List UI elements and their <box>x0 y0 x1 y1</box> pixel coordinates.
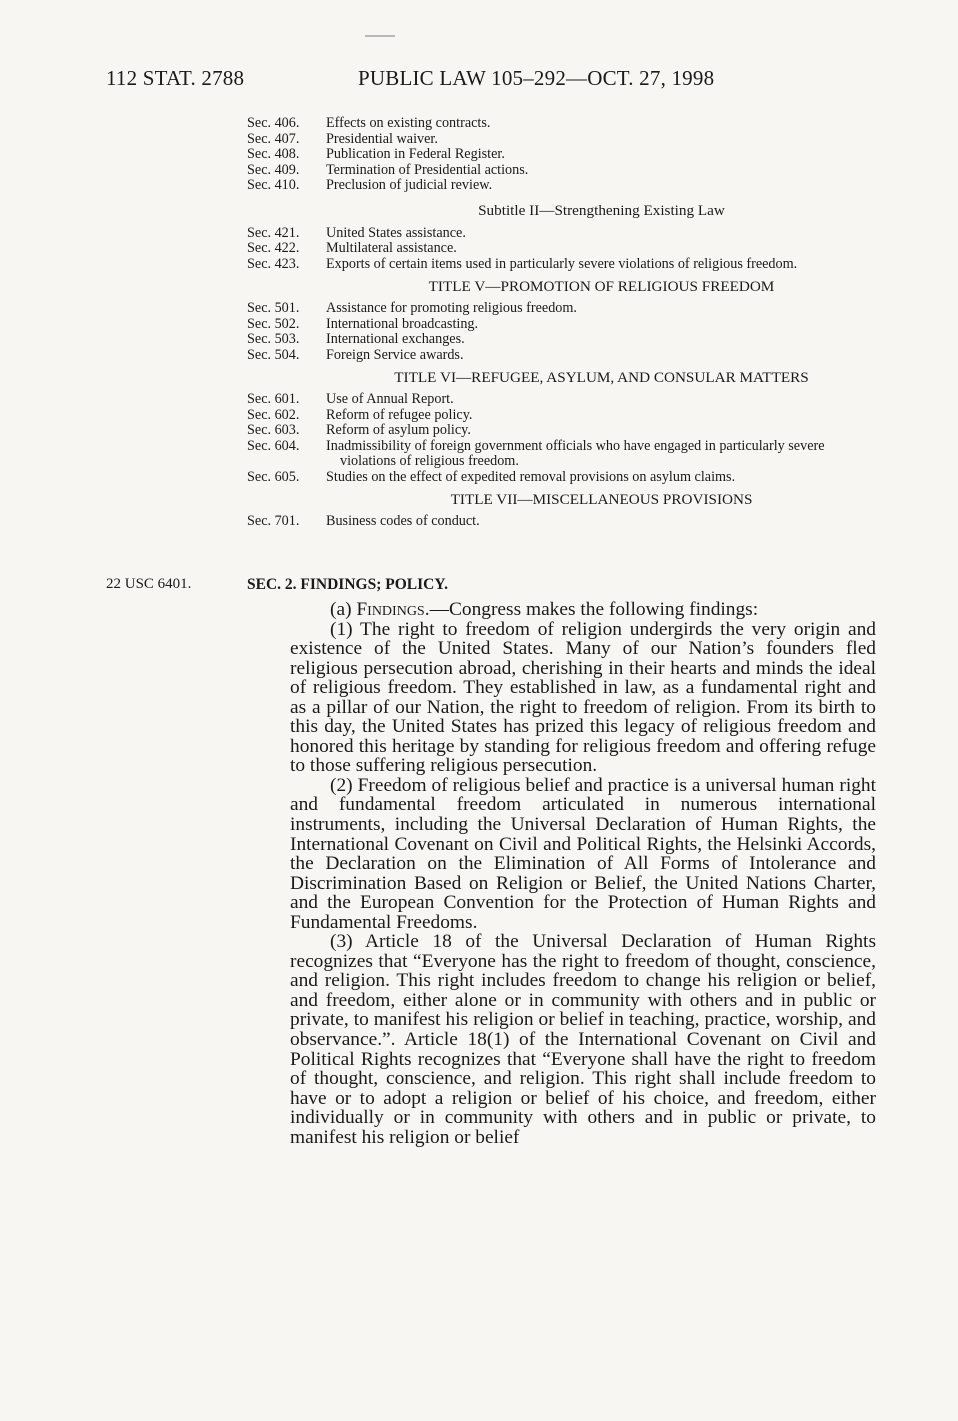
toc-entry-number: Sec. 406. <box>247 115 300 131</box>
toc-entry-text: Studies on the effect of expedited removal provisions on asylum claims. <box>326 468 736 485</box>
usc-margin-note: 22 USC 6401. <box>106 576 192 592</box>
toc-entry-number: Sec. 422. <box>247 240 300 257</box>
toc-title-v-heading: TITLE V—PROMOTION OF RELIGIOUS FREEDOM <box>428 278 775 296</box>
subsection-label: (a) <box>330 599 357 620</box>
toc-entry <box>247 348 877 364</box>
toc-entry <box>247 226 877 242</box>
toc-entry <box>247 514 877 530</box>
toc-entry-text: Presidential waiver. <box>326 130 438 147</box>
toc-entry-text: United States assistance. <box>326 224 466 241</box>
toc-entry-text: International broadcasting. <box>326 315 479 332</box>
toc-entry-number: Sec. 504. <box>247 346 300 363</box>
toc-group-title4 <box>247 116 877 194</box>
toc-entry-text: Exports of certain items used in particularly severe violations of religious freedom. <box>326 255 798 272</box>
toc-entry-text: Business codes of conduct. <box>326 513 480 530</box>
toc-entry <box>247 408 877 424</box>
toc-entry-text: Termination of Presidential actions. <box>326 161 529 178</box>
subsection-intro-text: .—Congress makes the following findings: <box>424 599 759 620</box>
toc-title-vii-heading: TITLE VII—MISCELLANEOUS PROVISIONS <box>450 491 753 509</box>
toc-entry <box>247 470 877 486</box>
subsection-heading: Findings <box>356 599 425 620</box>
toc-entry <box>247 317 877 333</box>
toc-entry-number: Sec. 421. <box>247 224 300 241</box>
toc-entry <box>247 163 877 179</box>
toc-entry <box>247 132 877 148</box>
toc-entry-text: Preclusion of judicial review. <box>326 177 493 194</box>
toc-subtitle-heading: Subtitle II—Strengthening Existing Law <box>478 201 725 219</box>
toc-entry-number: Sec. 408. <box>247 146 300 163</box>
section-heading: SEC. 2. FINDINGS; POLICY. <box>247 576 448 593</box>
scan-mark <box>365 35 395 37</box>
toc-entry <box>247 147 877 163</box>
toc-entry-number: Sec. 503. <box>247 331 300 348</box>
toc-group-title7 <box>247 514 877 530</box>
toc-group-title5 <box>247 301 877 363</box>
toc-entry-text: International exchanges. <box>326 331 465 348</box>
toc-entry-number: Sec. 602. <box>247 406 300 423</box>
toc-entry-text: Reform of refugee policy. <box>326 406 473 423</box>
toc-entry-number: Sec. 409. <box>247 161 300 178</box>
toc-entry-text: Publication in Federal Register. <box>326 146 505 163</box>
toc-entry-number: Sec. 604. <box>247 437 300 454</box>
toc-entry <box>247 301 877 317</box>
toc-entry <box>247 178 877 194</box>
toc-group-subtitle2 <box>247 226 877 273</box>
toc-entry <box>247 241 877 257</box>
toc-entry-text: Inadmissibility of foreign government officials who have engaged in particularly severe violations of religious freedom. <box>326 437 825 470</box>
toc-entry-number: Sec. 605. <box>247 468 300 485</box>
toc-entry-text: Multilateral assistance. <box>326 240 457 257</box>
toc-entry-number: Sec. 603. <box>247 422 300 439</box>
toc-entry <box>247 439 877 470</box>
toc-entry-number: Sec. 410. <box>247 177 300 194</box>
statute-page-number: 112 STAT. 2788 <box>106 66 245 90</box>
toc-entry-text: Reform of asylum policy. <box>326 422 471 439</box>
findings-intro <box>290 600 876 620</box>
toc-entry <box>247 332 877 348</box>
toc-entry-number: Sec. 407. <box>247 130 300 147</box>
finding-paragraph-2: (2) Freedom of religious belief and practice is a universal human right and fundamental freedom articulated in numerous international instruments, including the Universal Declaration of Human Rights, the International Covenant on Civil and Political Rights, the Helsinki Accords, the Declaration on the Elimination of All Forms of Intolerance and Discrimination Based on Religion or Belief, the United Nations Charter, and the European Convention for the Protection of Human Rights and Fundamental Freedoms. <box>290 774 876 933</box>
toc-entry <box>247 423 877 439</box>
toc-entry-number: Sec. 701. <box>247 513 300 530</box>
toc-title-vi-heading: TITLE VI—REFUGEE, ASYLUM, AND CONSULAR MATTERS <box>394 369 809 387</box>
toc-entry-text: Assistance for promoting religious freedom. <box>326 299 577 316</box>
toc-entry-number: Sec. 423. <box>247 255 300 272</box>
finding-paragraph-3: (3) Article 18 of the Universal Declaration of Human Rights recognizes that “Everyone has the right to freedom of thought, conscience, and religion. This right includes freedom to change his religion or belief, and freedom, either alone or in community with others and in public or private, to manifest his religion or belief in teaching, practice, worship, and observance.”. Article 18(1) of the International Covenant on Civil and Political Rights recognizes that “Everyone shall have the right to freedom of thought, conscience, and religion. This right shall include freedom to have or to adopt a religion or belief of his choice, and freedom, either individually or in community with others and in public or private, to manifest his religion or belief <box>290 931 876 1148</box>
toc-entry-number: Sec. 601. <box>247 390 300 407</box>
toc-entry <box>247 392 877 408</box>
page-header <box>106 66 766 92</box>
toc-group-title6 <box>247 392 877 486</box>
toc-entry-text: Use of Annual Report. <box>326 390 454 407</box>
finding-paragraph-1: (1) The right to freedom of religion undergirds the very origin and existence of the United States. Many of our Nation’s founders fled religious persecution abroad, cherishing in their hearts and minds the ideal of religious freedom. They established in law, as a fundamental right and as a pillar of our Nation, the right to freedom of religion. From its birth to this day, the United States has prized this legacy of religious freedom and honored this heritage by standing for religious freedom and offering refuge to those suffering religious persecution. <box>290 618 876 777</box>
toc-entry-number: Sec. 501. <box>247 299 300 316</box>
toc-entry-number: Sec. 502. <box>247 315 300 332</box>
findings-body <box>290 600 876 1147</box>
toc-entry <box>247 116 877 132</box>
public-law-citation: PUBLIC LAW 105–292—OCT. 27, 1998 <box>358 66 715 90</box>
toc-entry <box>247 257 877 273</box>
table-of-contents <box>247 116 877 530</box>
toc-entry-text: Foreign Service awards. <box>326 346 464 363</box>
toc-entry-text: Effects on existing contracts. <box>326 115 491 131</box>
